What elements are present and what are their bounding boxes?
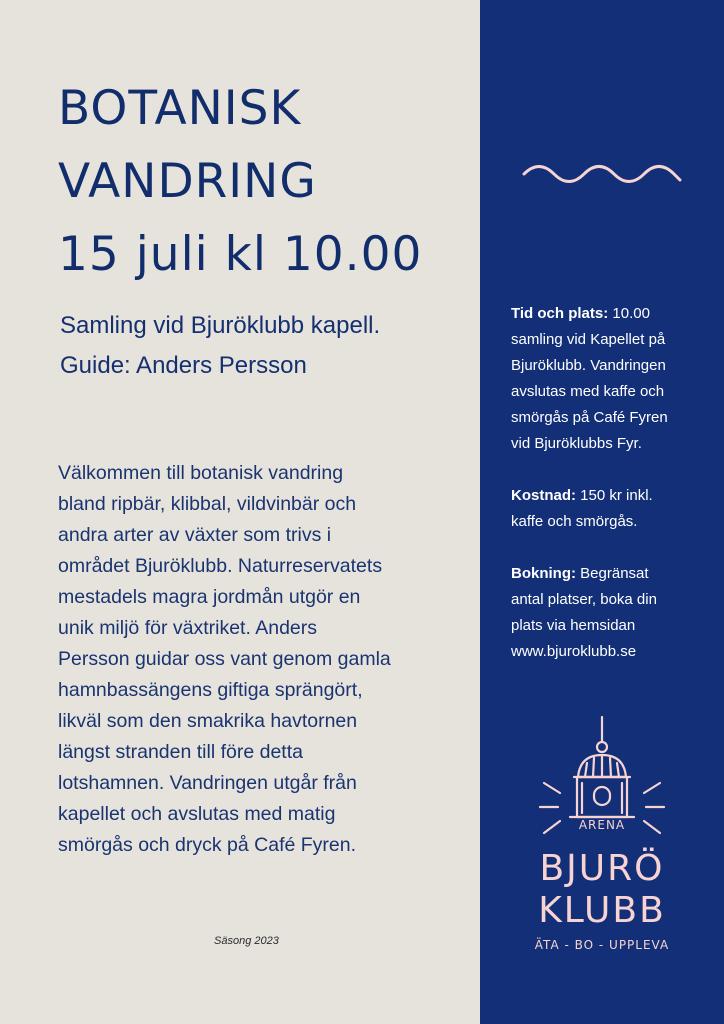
title-line-1: BOTANISK <box>58 81 302 136</box>
info-text: samling vid Kapellet på <box>511 331 666 348</box>
body-line: längst stranden till före detta <box>58 741 303 763</box>
info-text: plats via hemsidan <box>511 617 636 634</box>
info-text: vid Bjuröklubbs Fyr. <box>511 435 642 452</box>
title-line-2: VANDRING <box>58 154 317 209</box>
subtitle-line-2: Guide: Anders Persson <box>60 352 307 379</box>
brand-tagline: ÄTA - BO - UPPLEVA <box>534 938 670 952</box>
info-text: smörgås på Café Fyren <box>511 409 668 426</box>
info-text: antal platser, boka din <box>511 591 657 608</box>
info-text: avslutas med kaffe och <box>511 383 665 400</box>
body-line: unik miljö för växtriket. Anders <box>58 617 318 639</box>
page-title <box>58 72 422 291</box>
logo-arena-text: ARENA <box>578 818 626 832</box>
info-time-label: Tid och plats: <box>511 305 609 322</box>
body-line: mestadels magra jordmån utgör en <box>58 586 361 608</box>
info-text: Begränsat <box>576 565 649 582</box>
brand-logo <box>522 848 682 954</box>
info-cost <box>511 483 668 535</box>
wave-icon <box>522 158 682 190</box>
lighthouse-logo-icon <box>522 715 682 847</box>
body-line: Persson guidar oss vant genom gamla <box>58 648 391 670</box>
title-line-3: 15 juli kl 10.00 <box>58 227 423 282</box>
body-text <box>58 458 438 861</box>
season-label: Säsong 2023 <box>214 935 279 947</box>
body-line: Välkommen till botanisk vandring <box>58 462 344 484</box>
subtitle-line-1: Samling vid Bjuröklubb kapell. <box>60 312 381 339</box>
brand-line-1: BJURÖ <box>539 848 665 889</box>
body-line: hamnbassängens giftiga sprängört, <box>58 679 363 701</box>
info-cost-label: Kostnad: <box>511 487 576 504</box>
body-line: området Bjuröklubb. Naturreservatets <box>58 555 383 577</box>
info-booking <box>511 561 668 665</box>
info-text: 10.00 <box>608 305 650 322</box>
body-line: andra arter av växter som trivs i <box>58 524 332 546</box>
body-line: lotshamnen. Vandringen utgår från <box>58 772 357 794</box>
info-time-place <box>511 301 668 457</box>
website-link[interactable]: www.bjuroklubb.se <box>511 643 637 660</box>
subtitle <box>60 306 380 386</box>
brand-line-2: KLUBB <box>538 890 666 931</box>
info-booking-label: Bokning: <box>511 565 576 582</box>
info-text: Bjuröklubb. Vandringen <box>511 357 666 374</box>
body-line: smörgås och dryck på Café Fyren. <box>58 834 357 856</box>
body-line: bland ripbär, klibbal, vildvinbär och <box>58 493 357 515</box>
body-line: kapellet och avslutas med matig <box>58 803 336 825</box>
info-box <box>511 301 668 691</box>
body-line: likväl som den smakrika havtornen <box>58 710 358 732</box>
info-text: kaffe och smörgås. <box>511 513 638 530</box>
info-text: 150 kr inkl. <box>576 487 653 504</box>
